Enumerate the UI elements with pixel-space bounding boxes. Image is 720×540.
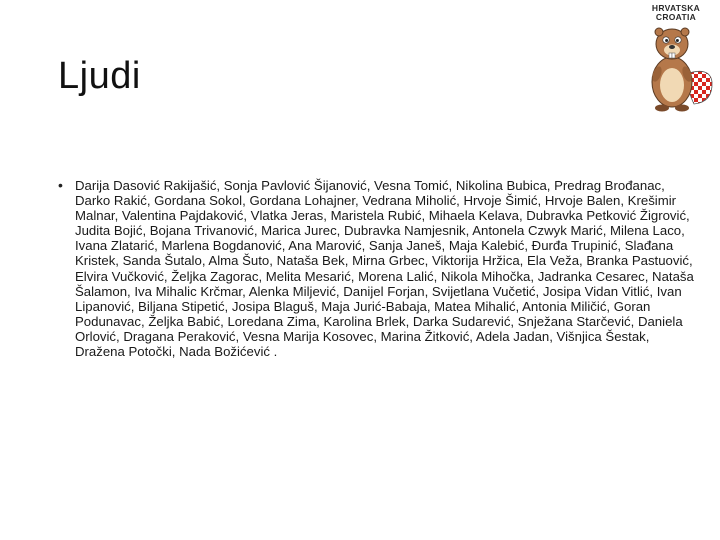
people-names-text: Darija Dasović Rakijašić, Sonja Pavlović Šijanović, Vesna Tomić, Nikolina Bubica, Predrag Brođanac, Darko Rakić, Gordana Sokol, Gordana Lohajner, Vedrana Miholić, Hrvoje Šimić, Hrvoje Balen, Krešimir Malnar, Valentina Pajdaković, Vlatka Jeras, Maristela Rubić, Mihaela Kelava, Dubravka Petković Žigrović, Judita Bojić, Bojana Trivanović, Marica Jurec, Dubravka Namjesnik, Antonela Czwyk Marić, Milena Laco, Ivana Zlatarić, Marlena Bogdanović, Ana Marović, Sanja Janeš, Maja Kalebić, Đurđa Trupinić, Slađana Kristek, Sanda Šutalo, Alma Šuto, Nataša Bek, Mirna Grbec, Viktorija Hržica, Ela Veža, Branka Pastuović, Elvira Vučković, Željka Zagorac, Melita Mesarić, Morena Lalić, Nikola Mihočka, Jadranka Cesarec, Nataša Šalamon, Iva Mihalic Krčmar, Alenka Miljević, Danijel Forjan, Svijetlana Vučetić, Josipa Vidan Vitlić, Ivan Lipanović, Biljana Stipetić, Josipa Blaguš, Maja Jurić-Babaja, Matea Mihalić, Antonia Miličić, Goran Podunavac, Željka Babić, Loredana Zima, Karolina Brlek, Darka Sudarević, Snježana Starčević, Daniela Orlović, Dragana Peraković, Vesna Marija Kosovec, Marina Žitković, Adela Jadan, Višnjica Šestak, Dražena Potočki, Nada Božićević . xyxy=(75,178,694,360)
logo-text-croatia: CROATIA xyxy=(655,12,697,22)
bebras-croatia-logo xyxy=(632,0,720,120)
bullet-icon: • xyxy=(58,177,63,193)
beaver-mascot-icon xyxy=(642,22,714,120)
people-list xyxy=(58,178,698,359)
logo-text-hrvatska: HRVATSKA xyxy=(651,3,701,13)
slide-title: Ljudi xyxy=(58,55,141,97)
